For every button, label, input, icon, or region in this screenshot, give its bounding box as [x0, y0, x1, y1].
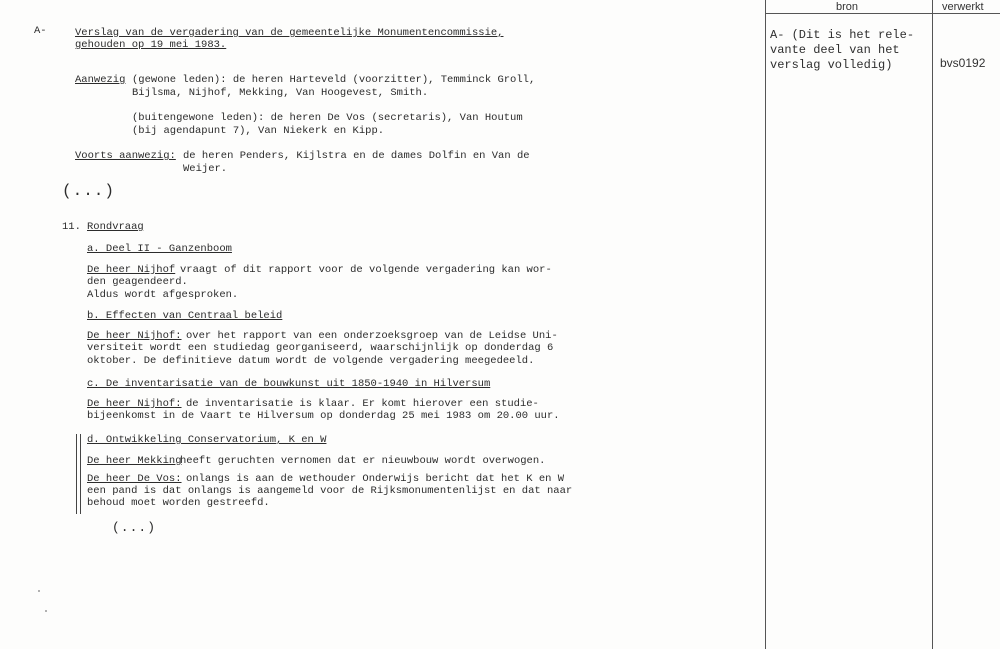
subitem-d-title: d. Ontwikkeling Conservatorium, K en W — [87, 434, 327, 446]
subitem-b-line-3: oktober. De definitieve datum wordt de volgende vergadering meegedeeld. — [87, 355, 535, 367]
agenda-item-number: 11. — [62, 221, 81, 233]
buitengewone-leden-line-2: (bij agendapunt 7), Van Niekerk en Kipp. — [132, 125, 385, 137]
subitem-b-line-2: versiteit wordt een studiedag georganiseerd, waarschijnlijk op donderdag 6 — [87, 342, 554, 354]
voorts-aanwezig-label: Voorts aanwezig: — [75, 150, 176, 162]
subitem-d-line-4: behoud moet worden gestreefd. — [87, 497, 270, 509]
report-title-line-1: Verslag van de vergadering van de gemeentelijke Monumentencommissie, — [75, 27, 504, 39]
aanwezig-line-1: (gewone leden): de heren Harteveld (voorzitter), Temminck Groll, — [132, 74, 536, 86]
voorts-aanwezig-line-1: de heren Penders, Kijlstra en de dames Dolfin en Van de — [183, 150, 530, 162]
subitem-c-line-2: bijeenkomst in de Vaart te Hilversum op donderdag 25 mei 1983 om 20.00 uur. — [87, 410, 560, 422]
bron-cell-text: A- (Dit is het rele- vante deel van het verslag volledig) — [770, 28, 915, 72]
bron-column-header: bron — [836, 1, 859, 13]
subitem-b-speaker: De heer Nijhof: — [87, 330, 182, 342]
subitem-a-line-1: vraagt of dit rapport voor de volgende vergadering kan wor- — [180, 264, 552, 276]
buitengewone-leden-line-1: (buitengewone leden): de heren De Vos (secretaris), Van Houtum — [132, 112, 523, 124]
table-header-underline — [765, 13, 1000, 14]
voorts-aanwezig-line-2: Weijer. — [183, 163, 228, 175]
omission-ellipsis-2: (...) — [112, 520, 157, 535]
subitem-d-line-2: onlangs is aan de wethouder Onderwijs bericht dat het K en W — [186, 473, 565, 485]
subitem-a-speaker: De heer Nijhof — [87, 264, 176, 276]
omission-ellipsis-1: (...) — [62, 182, 116, 200]
subitem-c-speaker: De heer Nijhof: — [87, 398, 182, 410]
subitem-d-speaker-1: De heer Mekking — [87, 455, 182, 467]
scan-speck — [38, 590, 40, 592]
subitem-b-line-1: over het rapport van een onderzoeksgroep van de Leidse Uni- — [186, 330, 558, 342]
report-title-line-2: gehouden op 19 mei 1983. — [75, 39, 227, 51]
subitem-a-title: a. Deel II - Ganzenboom — [87, 243, 232, 255]
verwerkt-column-header: verwerkt — [942, 1, 984, 13]
aanwezig-label: Aanwezig — [75, 74, 126, 86]
aanwezig-line-2: Bijlsma, Nijhof, Mekking, Van Hoogevest, Smith. — [132, 87, 429, 99]
bron-column-left-border — [765, 0, 766, 649]
subitem-d-line-1: heeft geruchten vernomen dat er nieuwbouw wordt overwogen. — [180, 455, 546, 467]
margin-marking-bar — [76, 434, 81, 514]
subitem-d-speaker-2: De heer De Vos: — [87, 473, 182, 485]
subitem-c-title: c. De inventarisatie van de bouwkunst uit 1850-1940 in Hilversum — [87, 378, 491, 390]
subitem-a-line-3: Aldus wordt afgesproken. — [87, 289, 239, 301]
section-marker: A- — [34, 25, 47, 37]
subitem-d-line-3: een pand is dat onlangs is aangemeld voor de Rijksmonumentenlijst en dat naar — [87, 485, 573, 497]
subitem-b-title: b. Effecten van Centraal beleid — [87, 310, 283, 322]
verwerkt-cell-code: bvs0192 — [940, 56, 986, 70]
scan-speck — [45, 610, 47, 612]
subitem-c-line-1: de inventarisatie is klaar. Er komt hierover een studie- — [186, 398, 539, 410]
verwerkt-column-left-border — [932, 0, 933, 649]
subitem-a-line-2: den geagendeerd. — [87, 276, 188, 288]
agenda-item-title: Rondvraag — [87, 221, 144, 233]
